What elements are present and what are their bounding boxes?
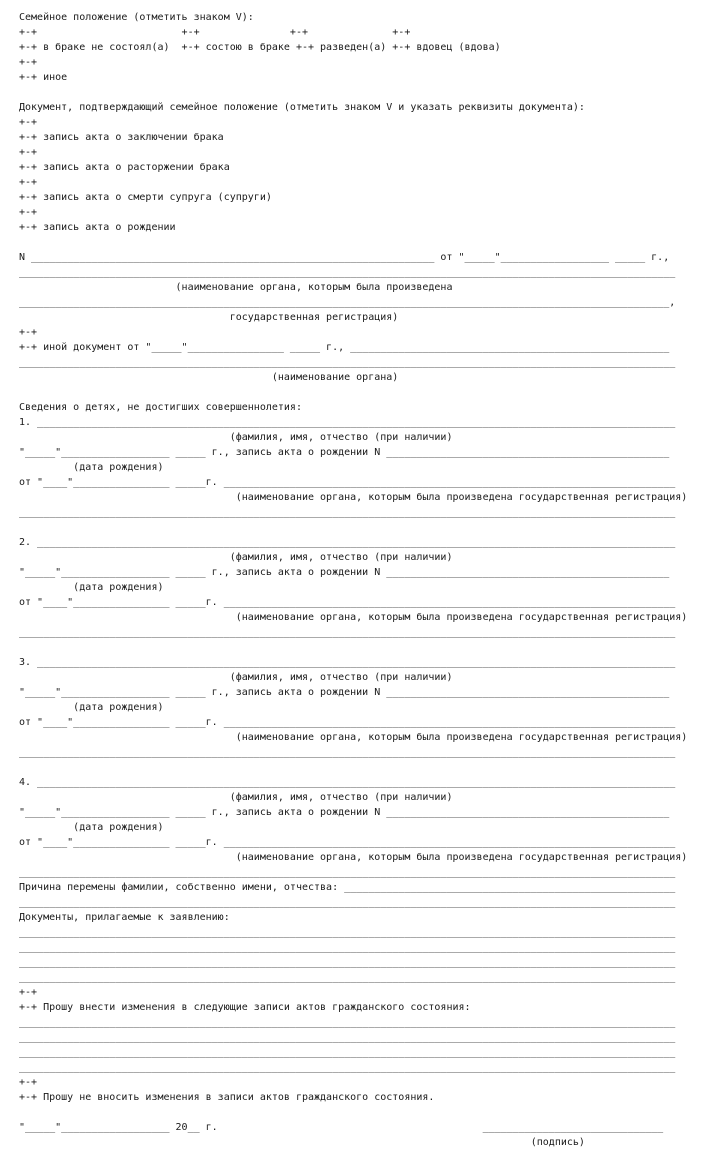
form-line — [19, 85, 709, 100]
form-line: _____________________________________________________________________________________________________________ — [19, 507, 676, 518]
form-line: +-+ в браке не состоял(а) +-+ состою в браке +-+ разведен(а) +-+ вдовец (вдова) — [19, 42, 501, 53]
form-line: _____________________________________________________________________________________________________________ — [19, 1047, 676, 1058]
form-line: (фамилия, имя, отчество (при наличии) — [19, 432, 453, 443]
form-line: +-+ — [19, 327, 38, 338]
form-line: _____________________________________________________________________________________________________________ — [19, 357, 676, 368]
form-line: _____________________________________________________________________________________________________________ — [19, 942, 676, 953]
form-line: 1. __________________________________________________________________________________________________________ — [19, 417, 676, 428]
form-line: +-+ иное — [19, 72, 68, 83]
form-line: "_____"__________________ _____ г., запись акта о рождении N _______________________________________________ — [19, 687, 670, 698]
form-line: +-+ — [19, 177, 38, 188]
form-line: от "____"________________ _____г. ___________________________________________________________________________ — [19, 477, 676, 488]
form-line: +-+ иной документ от "_____"________________ _____ г., _____________________________________________________ — [19, 342, 670, 353]
form-line: (наименование органа, которым была произведена — [19, 282, 453, 293]
form-line: (дата рождения) — [19, 822, 164, 833]
form-line: _____________________________________________________________________________________________________________ — [19, 1062, 676, 1073]
form-line: +-+ +-+ +-+ +-+ — [19, 27, 411, 38]
form-line: +-+ запись акта о рождении — [19, 222, 176, 233]
form-line: "_____"__________________ _____ г., запись акта о рождении N _______________________________________________ — [19, 807, 670, 818]
form-line — [19, 385, 709, 400]
form-line: (наименование органа, которым была произведена государственная регистрация) — [19, 492, 688, 503]
form-line — [19, 235, 709, 250]
form-line: N ___________________________________________________________________ от "_____"__________________ _____ г., — [19, 252, 670, 263]
form-line: +-+ — [19, 57, 38, 68]
form-line: Семейное положение (отметить знаком V): — [19, 12, 254, 23]
form-line: (фамилия, имя, отчество (при наличии) — [19, 792, 453, 803]
form-line — [19, 640, 709, 655]
form-line: +-+ — [19, 117, 38, 128]
form-line — [19, 520, 709, 535]
form-line: _____________________________________________________________________________________________________________ — [19, 627, 676, 638]
form-document — [19, 10, 709, 1150]
form-line: государственная регистрация) — [19, 312, 399, 323]
form-line: Документ, подтверждающий семейное положение (отметить знаком V и указать реквизиты документа): — [19, 102, 585, 113]
form-line: (дата рождения) — [19, 702, 164, 713]
form-line: _____________________________________________________________________________________________________________ — [19, 267, 676, 278]
form-line: +-+ — [19, 207, 38, 218]
form-line: _____________________________________________________________________________________________________________ — [19, 957, 676, 968]
form-line: _____________________________________________________________________________________________________________ — [19, 1032, 676, 1043]
form-line: _____________________________________________________________________________________________________________ — [19, 897, 676, 908]
form-line: +-+ запись акта о расторжении брака — [19, 162, 230, 173]
form-line: от "____"________________ _____г. ___________________________________________________________________________ — [19, 837, 676, 848]
form-line: "_____"__________________ 20__ г. ______________________________ — [19, 1122, 664, 1133]
form-line: (наименование органа, которым была произведена государственная регистрация) — [19, 852, 688, 863]
form-line: (наименование органа, которым была произведена государственная регистрация) — [19, 612, 688, 623]
form-line: 4. __________________________________________________________________________________________________________ — [19, 777, 676, 788]
form-line: ____________________________________________________________________________________________________________, — [19, 297, 676, 308]
form-line: 3. __________________________________________________________________________________________________________ — [19, 657, 676, 668]
form-line — [19, 760, 709, 775]
form-line: _____________________________________________________________________________________________________________ — [19, 927, 676, 938]
form-line: (наименование органа) — [19, 372, 399, 383]
form-line: "_____"__________________ _____ г., запись акта о рождении N _______________________________________________ — [19, 447, 670, 458]
form-line — [19, 1105, 709, 1120]
form-line: (дата рождения) — [19, 582, 164, 593]
form-line: 2. __________________________________________________________________________________________________________ — [19, 537, 676, 548]
form-line: +-+ Прошу не вносить изменения в записи актов гражданского состояния. — [19, 1092, 435, 1103]
form-line: (фамилия, имя, отчество (при наличии) — [19, 552, 453, 563]
form-line: Причина перемены фамилии, собственно имени, отчества: _______________________________________________________ — [19, 882, 676, 893]
form-line: (наименование органа, которым была произведена государственная регистрация) — [19, 732, 688, 743]
form-line: Сведения о детях, не достигших совершеннолетия: — [19, 402, 302, 413]
form-line: _____________________________________________________________________________________________________________ — [19, 1017, 676, 1028]
form-line: +-+ запись акта о заключении брака — [19, 132, 224, 143]
form-line: "_____"__________________ _____ г., запись акта о рождении N _______________________________________________ — [19, 567, 670, 578]
form-line: (подпись) — [19, 1137, 585, 1148]
form-line: _____________________________________________________________________________________________________________ — [19, 972, 676, 983]
form-line: от "____"________________ _____г. ___________________________________________________________________________ — [19, 717, 676, 728]
form-line: +-+ — [19, 987, 38, 998]
form-line: _____________________________________________________________________________________________________________ — [19, 747, 676, 758]
form-line: от "____"________________ _____г. ___________________________________________________________________________ — [19, 597, 676, 608]
form-line: +-+ запись акта о смерти супруга (супруги) — [19, 192, 272, 203]
form-line: +-+ — [19, 1077, 38, 1088]
form-line: (фамилия, имя, отчество (при наличии) — [19, 672, 453, 683]
form-line: +-+ Прошу внести изменения в следующие записи актов гражданского состояния: — [19, 1002, 471, 1013]
form-line: Документы, прилагаемые к заявлению: — [19, 912, 230, 923]
form-line: (дата рождения) — [19, 462, 164, 473]
form-line: _____________________________________________________________________________________________________________ — [19, 867, 676, 878]
form-line: +-+ — [19, 147, 38, 158]
